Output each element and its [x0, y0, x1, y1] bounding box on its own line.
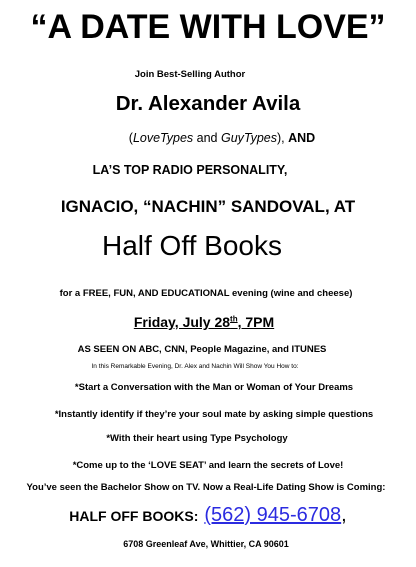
author-name: Dr. Alexander Avila: [115, 92, 301, 115]
date-suffix: th: [230, 314, 238, 324]
bullet-item: *Instantly identify if they’re your soul mate by asking simple questions: [54, 409, 374, 420]
radio-personality-line: LA’S TOP RADIO PERSONALITY,: [92, 163, 288, 177]
books-line: [14, 132, 416, 145]
books-and: and: [193, 131, 221, 145]
teaser-line: You’ve seen the Bachelor Show on TV. Now a Real-Life Dating Show is Coming:: [26, 482, 386, 493]
guest-name: IGNACIO, “NACHIN” SANDOVAL, AT: [60, 197, 356, 216]
books-and-caps: AND: [288, 131, 316, 145]
contact-label: HALF OFF BOOKS:: [69, 508, 199, 524]
address-line: 6708 Greenleaf Ave, Whittier, CA 90601: [123, 539, 289, 549]
join-line: Join Best-Selling Author: [134, 69, 246, 80]
invite-line: for a FREE, FUN, AND EDUCATIONAL evening (wine and cheese): [59, 288, 353, 299]
books-close: ),: [277, 131, 289, 145]
flyer-title: “A DATE WITH LOVE”: [30, 8, 386, 46]
media-line: AS SEEN ON ABC, CNN, People Magazine, and ITUNES: [77, 344, 327, 355]
bullet-item: *Come up to the ‘LOVE SEAT’ and learn the secrets of Love!: [72, 460, 344, 471]
venue-name: Half Off Books: [101, 230, 282, 261]
book-title-lovetypes: LoveTypes: [132, 131, 194, 145]
contact-comma: ,: [341, 504, 347, 526]
contact-line: [0, 505, 416, 525]
bullet-item: *Start a Conversation with the Man or Woman of Your Dreams: [74, 382, 354, 393]
event-date: [0, 315, 412, 329]
date-time: , 7PM: [237, 314, 275, 330]
phone-link[interactable]: (562) 945-6708: [204, 504, 342, 526]
books-open-paren: (: [128, 131, 133, 145]
intro-line: In this Remarkable Evening, Dr. Alex and Nachin Will Show You How to:: [91, 363, 299, 370]
bullet-item: *With their heart using Type Psychology: [106, 433, 288, 444]
book-title-guytypes: GuyTypes: [220, 131, 278, 145]
date-day: Friday, July 28: [133, 314, 231, 330]
